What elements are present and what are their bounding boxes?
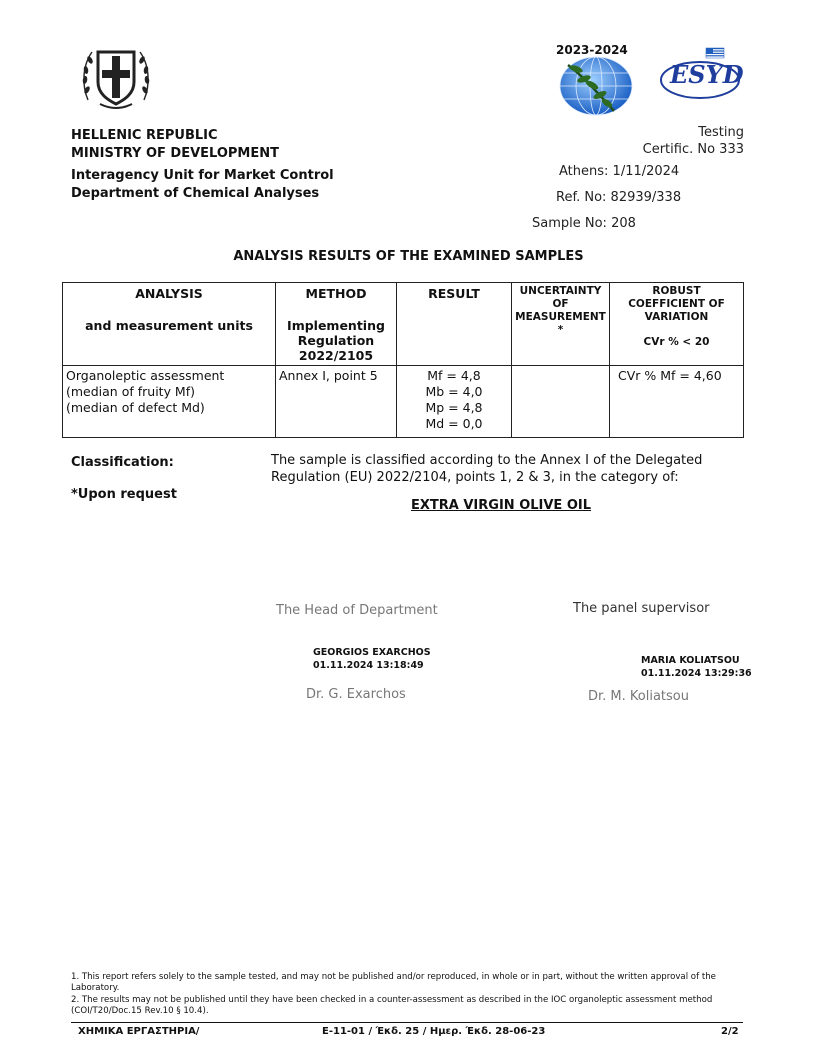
cvr-header-cell — [610, 283, 744, 366]
globe-logo-icon — [556, 55, 636, 117]
footer-document-code: E-11-01 / Έκδ. 25 / Ημερ. Έκδ. 28-06-23 — [322, 1026, 546, 1037]
method-subheader-2: Regulation — [297, 333, 375, 348]
certificate-number: Certific. No 333 — [642, 142, 744, 157]
result-md: Md = 0,0 — [425, 416, 483, 431]
ref-label: Ref. No: — [556, 190, 607, 205]
athens-label: Athens: — [559, 164, 609, 179]
uncertainty-header-cell — [512, 283, 610, 366]
sample-value: 208 — [611, 216, 636, 231]
athens-date — [559, 164, 679, 179]
cvr-header-4: CVr % < 20 — [643, 336, 710, 348]
analysis-line-2: (median of fruity Mf) — [66, 384, 195, 399]
method-header: METHOD — [305, 286, 367, 301]
method-subheader-3: 2022/2105 — [298, 348, 374, 363]
table-header-row — [63, 283, 744, 366]
result-header: RESULT — [428, 286, 480, 301]
analysis-header-cell — [63, 283, 276, 366]
result-cell — [397, 366, 512, 438]
table-row — [63, 366, 744, 438]
reference-number — [556, 190, 681, 205]
head-of-department-label: The Head of Department — [276, 603, 438, 618]
method-value: Annex I, point 5 — [279, 368, 378, 383]
cvr-cell — [610, 366, 744, 438]
method-subheader-1: Implementing — [287, 318, 385, 333]
cvr-header-3: VARIATION — [644, 311, 709, 323]
results-table — [62, 282, 744, 438]
footnote-1: 1. This report refers solely to the sample tested, and may not be published and/or reproduced, in whole or in part, without the written approval of the Laboratory. — [71, 972, 716, 993]
cvr-value: CVr % Mf = 4,60 — [618, 368, 722, 383]
head-digital-signature — [313, 646, 431, 672]
sample-number — [532, 216, 636, 231]
esyd-logo — [658, 46, 742, 102]
result-header-cell — [397, 283, 512, 366]
ministry-heading: MINISTRY OF DEVELOPMENT — [71, 146, 279, 161]
panel-digital-signature — [641, 654, 752, 680]
department-heading: Department of Chemical Analyses — [71, 186, 320, 201]
footnote-2: 2. The results may not be published until they have been checked in a counter-assessment as described in the IOC organoleptic assessment method (COI/T20/Doc.15 Rev.10 § 10.4). — [71, 995, 713, 1016]
footer-divider — [71, 1022, 743, 1023]
uncertainty-header-2: OF — [552, 298, 569, 310]
cvr-header-1: ROBUST — [652, 285, 701, 297]
classification-text — [271, 452, 702, 486]
method-header-cell — [276, 283, 397, 366]
unit-heading: Interagency Unit for Market Control — [71, 168, 334, 183]
panel-signed-name: MARIA KOLIATSOU — [641, 655, 740, 666]
uncertainty-header-3: MEASUREMENT — [515, 311, 606, 323]
page-number: 2/2 — [721, 1026, 739, 1037]
accreditation-years: 2023-2024 — [556, 43, 628, 57]
panel-name: Dr. M. Koliatsou — [588, 689, 689, 704]
coat-of-arms-emblem — [78, 38, 154, 114]
analysis-line-3: (median of defect Md) — [66, 400, 205, 415]
sample-label: Sample No: — [532, 216, 607, 231]
result-mp: Mp = 4,8 — [425, 400, 483, 415]
method-cell — [276, 366, 397, 438]
result-mb: Mb = 4,0 — [425, 384, 483, 399]
result-mf: Mf = 4,8 — [427, 368, 481, 383]
classification-line-1: The sample is classified according to the Annex I of the Delegated — [271, 453, 703, 468]
analysis-cell — [63, 366, 276, 438]
athens-value: 1/11/2024 — [612, 164, 680, 179]
uncertainty-header-4: * — [557, 324, 564, 336]
upon-request-note: *Upon request — [71, 487, 177, 502]
cvr-header-2: COEFFICIENT OF — [628, 298, 725, 310]
results-title: ANALYSIS RESULTS OF THE EXAMINED SAMPLES — [233, 249, 584, 264]
footer-lab: ΧΗΜΙΚΑ ΕΡΓΑΣΤΗΡΙΑ/ — [78, 1026, 200, 1037]
head-signed-name: GEORGIOS EXARCHOS — [313, 647, 431, 658]
analysis-subheader: and measurement units — [85, 318, 253, 333]
analysis-header: ANALYSIS — [135, 286, 203, 301]
classification-label: Classification: — [71, 455, 174, 470]
classification-line-2: Regulation (EU) 2022/2104, points 1, 2 & 3, in the category of: — [271, 470, 679, 485]
esyd-logo-text: ESYD — [670, 60, 744, 89]
head-signed-date: 01.11.2024 13:18:49 — [313, 660, 424, 671]
panel-supervisor-label: The panel supervisor — [573, 601, 710, 616]
head-name: Dr. G. Exarchos — [306, 687, 406, 702]
category-value: EXTRA VIRGIN OLIVE OIL — [411, 498, 592, 513]
panel-signed-date: 01.11.2024 13:29:36 — [641, 668, 752, 679]
ref-value: 82939/338 — [610, 190, 682, 205]
testing-label: Testing — [698, 125, 744, 140]
uncertainty-cell — [512, 366, 610, 438]
republic-heading: HELLENIC REPUBLIC — [71, 128, 218, 143]
analysis-line-1: Organoleptic assessment — [66, 368, 225, 383]
uncertainty-header-1: UNCERTAINTY — [519, 285, 602, 297]
